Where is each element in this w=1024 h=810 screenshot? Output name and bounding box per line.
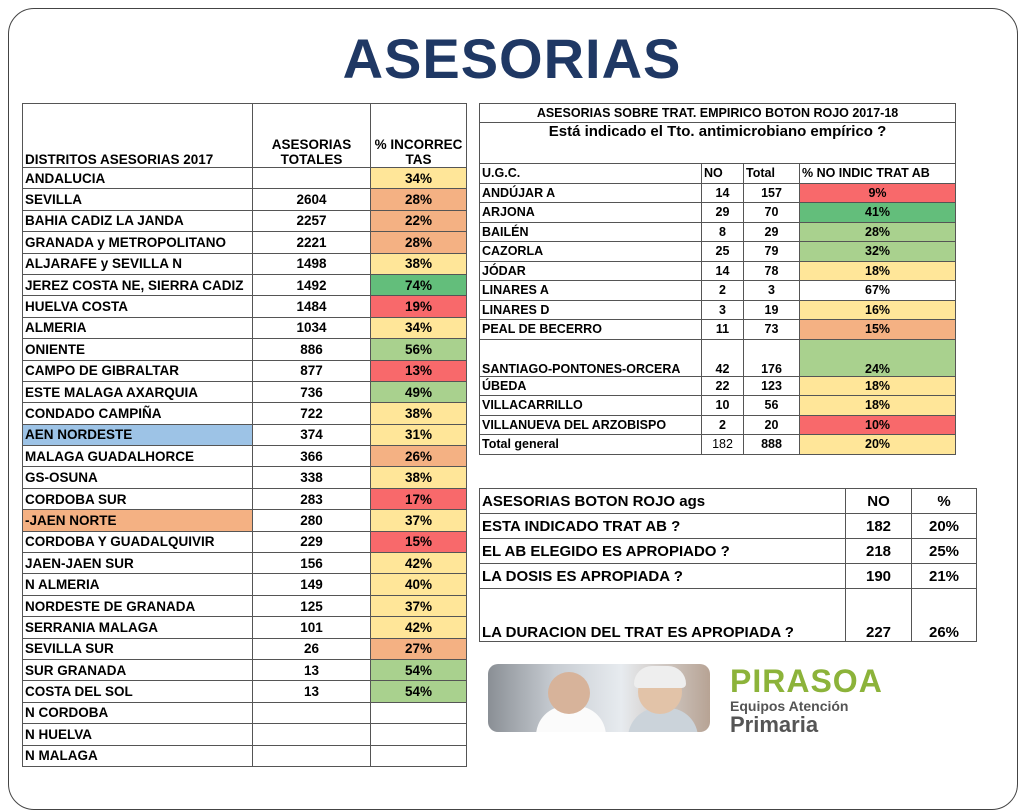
ugc-name: JÓDAR — [480, 261, 702, 281]
ugc-row — [480, 415, 956, 435]
ugc-no: 42 — [702, 339, 744, 376]
boton-row — [480, 514, 977, 539]
ugc-title-row — [480, 104, 956, 123]
district-pct: 40% — [371, 574, 467, 595]
district-name: SUR GRANADA — [23, 659, 253, 680]
ugc-total: 3 — [744, 281, 800, 301]
district-total: 2257 — [253, 210, 371, 231]
ugc-no: 8 — [702, 222, 744, 242]
ugc-no: 29 — [702, 203, 744, 223]
boton-question: ESTA INDICADO TRAT AB ? — [480, 514, 846, 539]
ugc-total: 123 — [744, 376, 800, 396]
district-row — [23, 424, 467, 445]
boton-row — [480, 539, 977, 564]
district-total: 156 — [253, 553, 371, 574]
boton-header-q: ASESORIAS BOTON ROJO ags — [480, 489, 846, 514]
district-total: 2221 — [253, 232, 371, 253]
district-name: SERRANIA MALAGA — [23, 617, 253, 638]
district-name: HUELVA COSTA — [23, 296, 253, 317]
boton-header-row — [480, 489, 977, 514]
boton-no: 190 — [846, 564, 912, 589]
ugc-total: 176 — [744, 339, 800, 376]
district-name: NORDESTE DE GRANADA — [23, 595, 253, 616]
boton-row — [480, 589, 977, 642]
district-row — [23, 659, 467, 680]
boton-question: EL AB ELEGIDO ES APROPIADO ? — [480, 539, 846, 564]
boton-row — [480, 564, 977, 589]
boton-pct: 25% — [912, 539, 977, 564]
district-name: N CORDOBA — [23, 702, 253, 723]
ugc-no: 14 — [702, 183, 744, 203]
districts-header-total: ASESORIAS TOTALES — [253, 104, 371, 168]
ugc-row — [480, 203, 956, 223]
district-pct: 28% — [371, 189, 467, 210]
district-total — [253, 745, 371, 766]
district-row — [23, 638, 467, 659]
districts-header-pct: % INCORRECTAS — [371, 104, 467, 168]
ugc-total: 79 — [744, 242, 800, 262]
district-name: SEVILLA SUR — [23, 638, 253, 659]
district-row — [23, 189, 467, 210]
ugc-header-no: NO — [702, 164, 744, 184]
district-name: SEVILLA — [23, 189, 253, 210]
ugc-name: ARJONA — [480, 203, 702, 223]
boton-header-no: NO — [846, 489, 912, 514]
district-pct: 54% — [371, 659, 467, 680]
district-row — [23, 488, 467, 509]
ugc-row — [480, 376, 956, 396]
ugc-no: 14 — [702, 261, 744, 281]
district-total: 338 — [253, 467, 371, 488]
boton-no: 227 — [846, 589, 912, 642]
ugc-total: 73 — [744, 320, 800, 340]
district-name: CAMPO DE GIBRALTAR — [23, 360, 253, 381]
ugc-name: ANDÚJAR A — [480, 183, 702, 203]
district-total: 2604 — [253, 189, 371, 210]
ugc-name: SANTIAGO-PONTONES-ORCERA — [480, 339, 702, 376]
district-row — [23, 403, 467, 424]
ugc-no: 182 — [702, 435, 744, 455]
ugc-total: 19 — [744, 300, 800, 320]
ugc-header-name: U.G.C. — [480, 164, 702, 184]
ugc-total: 29 — [744, 222, 800, 242]
district-name: ESTE MALAGA AXARQUIA — [23, 381, 253, 402]
ugc-row — [480, 320, 956, 340]
district-total: 374 — [253, 424, 371, 445]
ugc-pct: 20% — [800, 435, 956, 455]
district-row — [23, 339, 467, 360]
district-row — [23, 317, 467, 338]
district-row — [23, 724, 467, 745]
ugc-pct: 10% — [800, 415, 956, 435]
district-pct: 15% — [371, 531, 467, 552]
district-pct: 34% — [371, 168, 467, 189]
district-pct: 49% — [371, 381, 467, 402]
ugc-row — [480, 396, 956, 416]
ugc-pct: 18% — [800, 396, 956, 416]
ugc-row — [480, 435, 956, 455]
district-pct: 26% — [371, 446, 467, 467]
boton-header-pct: % — [912, 489, 977, 514]
page-title: ASESORIAS — [342, 27, 682, 90]
district-row — [23, 381, 467, 402]
district-row — [23, 296, 467, 317]
district-pct: 13% — [371, 360, 467, 381]
district-total: 1492 — [253, 274, 371, 295]
district-row — [23, 574, 467, 595]
district-total — [253, 702, 371, 723]
ugc-total: 56 — [744, 396, 800, 416]
district-row — [23, 253, 467, 274]
ugc-total: 70 — [744, 203, 800, 223]
ugc-row — [480, 242, 956, 262]
district-total: 1034 — [253, 317, 371, 338]
district-name: MALAGA GUADALHORCE — [23, 446, 253, 467]
district-total — [253, 724, 371, 745]
pirasoa-logo — [730, 664, 910, 738]
boton-question: LA DURACION DEL TRAT ES APROPIADA ? — [480, 589, 846, 642]
district-name: CONDADO CAMPIÑA — [23, 403, 253, 424]
ugc-pct: 15% — [800, 320, 956, 340]
district-pct: 37% — [371, 510, 467, 531]
boton-no: 218 — [846, 539, 912, 564]
district-pct: 74% — [371, 274, 467, 295]
district-pct: 34% — [371, 317, 467, 338]
ugc-name: Total general — [480, 435, 702, 455]
district-row — [23, 168, 467, 189]
boton-pct: 20% — [912, 514, 977, 539]
ugc-row — [480, 339, 956, 376]
district-total: 149 — [253, 574, 371, 595]
district-pct: 17% — [371, 488, 467, 509]
district-row — [23, 232, 467, 253]
district-row — [23, 681, 467, 702]
district-row — [23, 702, 467, 723]
district-total: 736 — [253, 381, 371, 402]
district-total: 125 — [253, 595, 371, 616]
district-total: 13 — [253, 659, 371, 680]
ugc-row — [480, 222, 956, 242]
ugc-no: 2 — [702, 415, 744, 435]
district-pct — [371, 745, 467, 766]
district-name: ALJARAFE y SEVILLA N — [23, 253, 253, 274]
district-pct: 31% — [371, 424, 467, 445]
district-total: 877 — [253, 360, 371, 381]
logo-line2: Primaria — [730, 712, 819, 737]
district-pct: 38% — [371, 467, 467, 488]
district-name: CORDOBA SUR — [23, 488, 253, 509]
district-pct: 38% — [371, 253, 467, 274]
ugc-name: CAZORLA — [480, 242, 702, 262]
district-total: 1484 — [253, 296, 371, 317]
district-name: GRANADA y METROPOLITANO — [23, 232, 253, 253]
ugc-no: 22 — [702, 376, 744, 396]
ugc-pct: 18% — [800, 261, 956, 281]
district-pct: 19% — [371, 296, 467, 317]
district-pct — [371, 702, 467, 723]
districts-header-name: DISTRITOS ASESORIAS 2017 — [23, 104, 253, 168]
ugc-no: 10 — [702, 396, 744, 416]
district-row — [23, 531, 467, 552]
district-pct — [371, 724, 467, 745]
ugc-pct: 9% — [800, 183, 956, 203]
ugc-pct: 32% — [800, 242, 956, 262]
district-pct: 27% — [371, 638, 467, 659]
district-name: N HUELVA — [23, 724, 253, 745]
district-name: N MALAGA — [23, 745, 253, 766]
ugc-name: LINARES D — [480, 300, 702, 320]
ugc-total: 20 — [744, 415, 800, 435]
ugc-pct: 18% — [800, 376, 956, 396]
district-name: JAEN-JAEN SUR — [23, 553, 253, 574]
doctor-patient-photo — [488, 664, 710, 732]
district-total — [253, 168, 371, 189]
ugc-header-pct: % NO INDIC TRAT AB — [800, 164, 956, 184]
ugc-pct: 67% — [800, 281, 956, 301]
ugc-name: PEAL DE BECERRO — [480, 320, 702, 340]
district-name: ALMERIA — [23, 317, 253, 338]
district-name: CORDOBA Y GUADALQUIVIR — [23, 531, 253, 552]
district-name: GS-OSUNA — [23, 467, 253, 488]
ugc-no: 3 — [702, 300, 744, 320]
district-name: ANDALUCIA — [23, 168, 253, 189]
ugc-pct: 28% — [800, 222, 956, 242]
ugc-title: ASESORIAS SOBRE TRAT. EMPIRICO BOTON ROJO 2017-18 — [480, 104, 956, 123]
ugc-total: 78 — [744, 261, 800, 281]
district-total: 886 — [253, 339, 371, 360]
district-total: 101 — [253, 617, 371, 638]
boton-question: LA DOSIS ES APROPIADA ? — [480, 564, 846, 589]
districts-header-row — [23, 104, 467, 168]
district-pct: 22% — [371, 210, 467, 231]
district-row — [23, 595, 467, 616]
district-total: 722 — [253, 403, 371, 424]
ugc-total: 888 — [744, 435, 800, 455]
boton-pct: 26% — [912, 589, 977, 642]
district-row — [23, 510, 467, 531]
ugc-name: ÚBEDA — [480, 376, 702, 396]
ugc-pct: 24% — [800, 339, 956, 376]
logo-brand: PIRASOA — [730, 663, 883, 699]
district-name: ONIENTE — [23, 339, 253, 360]
ugc-pct: 41% — [800, 203, 956, 223]
ugc-row — [480, 281, 956, 301]
district-pct: 37% — [371, 595, 467, 616]
district-total: 13 — [253, 681, 371, 702]
district-pct: 42% — [371, 553, 467, 574]
ugc-no: 25 — [702, 242, 744, 262]
district-row — [23, 360, 467, 381]
ugc-no: 11 — [702, 320, 744, 340]
district-total: 26 — [253, 638, 371, 659]
district-name: JEREZ COSTA NE, SIERRA CADIZ — [23, 274, 253, 295]
ugc-name: VILLACARRILLO — [480, 396, 702, 416]
district-row — [23, 210, 467, 231]
boton-no: 182 — [846, 514, 912, 539]
ugc-name: VILLANUEVA DEL ARZOBISPO — [480, 415, 702, 435]
district-pct: 38% — [371, 403, 467, 424]
ugc-no: 2 — [702, 281, 744, 301]
ugc-subtitle-row — [480, 123, 956, 164]
district-name: N ALMERIA — [23, 574, 253, 595]
district-total: 280 — [253, 510, 371, 531]
district-pct: 56% — [371, 339, 467, 360]
district-pct: 28% — [371, 232, 467, 253]
ugc-subtitle: Está indicado el Tto. antimicrobiano empírico ? — [480, 123, 956, 164]
ugc-pct: 16% — [800, 300, 956, 320]
ugc-row — [480, 261, 956, 281]
ugc-table — [479, 103, 956, 455]
ugc-header-total: Total — [744, 164, 800, 184]
boton-pct: 21% — [912, 564, 977, 589]
district-row — [23, 446, 467, 467]
district-row — [23, 745, 467, 766]
district-pct: 42% — [371, 617, 467, 638]
ugc-name: BAILÉN — [480, 222, 702, 242]
district-total: 1498 — [253, 253, 371, 274]
district-total: 366 — [253, 446, 371, 467]
district-pct: 54% — [371, 681, 467, 702]
district-total: 283 — [253, 488, 371, 509]
district-name: BAHIA CADIZ LA JANDA — [23, 210, 253, 231]
district-row — [23, 274, 467, 295]
district-name: AEN NORDESTE — [23, 424, 253, 445]
ugc-total: 157 — [744, 183, 800, 203]
boton-table — [479, 488, 977, 642]
district-row — [23, 467, 467, 488]
district-total: 229 — [253, 531, 371, 552]
logo-line1: Equipos Atención — [730, 698, 849, 714]
ugc-row — [480, 183, 956, 203]
district-row — [23, 553, 467, 574]
ugc-header-row — [480, 164, 956, 184]
district-name: COSTA DEL SOL — [23, 681, 253, 702]
districts-table — [22, 103, 467, 767]
district-name: -JAEN NORTE — [23, 510, 253, 531]
district-row — [23, 617, 467, 638]
ugc-name: LINARES A — [480, 281, 702, 301]
ugc-row — [480, 300, 956, 320]
